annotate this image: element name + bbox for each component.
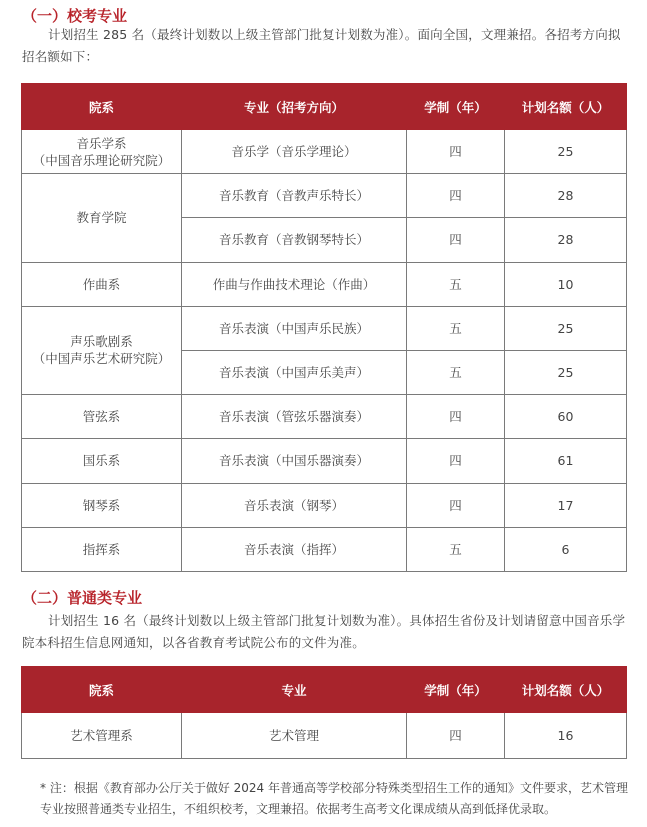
dept-name-line: 钢琴系 (82, 497, 121, 513)
major-cell: 艺术管理 (182, 713, 407, 759)
major-cell: 音乐表演（中国乐器演奏） (182, 439, 407, 483)
dept-name-line: 音乐学系 (76, 135, 127, 151)
major-cell: 音乐教育（音教钢琴特长） (182, 218, 407, 262)
dept-cell (22, 483, 182, 527)
section2-title: （二）普通类专业 (22, 589, 143, 607)
major-cell: 音乐学（音乐学理论） (182, 130, 407, 174)
table-row (22, 262, 627, 306)
major-cell: 作曲与作曲技术理论（作曲） (182, 262, 407, 306)
table-header-row (22, 84, 627, 130)
years-cell: 五 (407, 306, 505, 350)
years-cell: 五 (407, 350, 505, 394)
table-row (22, 174, 627, 218)
major-cell: 音乐表演（钢琴） (182, 483, 407, 527)
dept-name-line: （中国声乐艺术研究院） (32, 351, 171, 367)
major-cell: 音乐教育（音教声乐特长） (182, 174, 407, 218)
table-row (22, 130, 627, 174)
dept-name-line: 指挥系 (82, 541, 121, 557)
table-header-row (22, 667, 627, 713)
quota-cell: 17 (505, 483, 627, 527)
dept-name-line: 声乐歌剧系 (70, 334, 133, 350)
dept-cell (22, 130, 182, 174)
general-major-table (21, 666, 627, 759)
quota-cell: 16 (505, 713, 627, 759)
years-cell: 四 (407, 218, 505, 262)
table-row (22, 395, 627, 439)
dept-name-line: （中国音乐理论研究院） (32, 152, 171, 168)
table-row (22, 483, 627, 527)
quota-cell: 10 (505, 262, 627, 306)
major-cell: 音乐表演（指挥） (182, 527, 407, 571)
dept-name-line: 管弦系 (82, 409, 121, 425)
years-cell: 四 (407, 395, 505, 439)
col-header-quota: 计划名额（人） (505, 667, 627, 713)
dept-cell (22, 527, 182, 571)
quota-cell: 25 (505, 350, 627, 394)
years-cell: 四 (407, 483, 505, 527)
years-cell: 五 (407, 527, 505, 571)
quota-cell: 60 (505, 395, 627, 439)
dept-cell (22, 439, 182, 483)
col-header-dept: 院系 (22, 667, 182, 713)
col-header-years: 学制（年） (407, 667, 505, 713)
quota-cell: 25 (505, 130, 627, 174)
dept-cell (22, 306, 182, 394)
table-row (22, 527, 627, 571)
years-cell: 四 (407, 713, 505, 759)
dept-cell (22, 262, 182, 306)
major-cell: 音乐表演（中国声乐美声） (182, 350, 407, 394)
section1-title: （一）校考专业 (22, 7, 128, 25)
table-row (22, 306, 627, 350)
quota-cell: 6 (505, 527, 627, 571)
years-cell: 四 (407, 439, 505, 483)
dept-cell (22, 713, 182, 759)
col-header-dept: 院系 (22, 84, 182, 130)
col-header-major: 专业（招考方向） (182, 84, 407, 130)
dept-cell (22, 395, 182, 439)
table-row (22, 439, 627, 483)
table-row (22, 713, 627, 759)
years-cell: 四 (407, 174, 505, 218)
major-cell: 音乐表演（管弦乐器演奏） (182, 395, 407, 439)
quota-cell: 28 (505, 174, 627, 218)
dept-name-line: 教育学院 (76, 210, 127, 226)
footnote: * 注：根据《教育部办公厅关于做好 2024 年普通高等学校部分特殊类型招生工作的通知》文件要求，艺术管理专业按照普通类专业招生，不组织校考，文理兼招。依据考生高考文化课成绩从高到低择优录取。 (40, 781, 628, 816)
dept-name-line: 艺术管理系 (70, 728, 133, 743)
years-cell: 五 (407, 262, 505, 306)
school-exam-table (21, 83, 627, 572)
dept-name-line: 作曲系 (82, 276, 121, 292)
quota-cell: 25 (505, 306, 627, 350)
col-header-quota: 计划名额（人） (505, 84, 627, 130)
dept-cell (22, 174, 182, 262)
quota-cell: 28 (505, 218, 627, 262)
col-header-years: 学制（年） (407, 84, 505, 130)
years-cell: 四 (407, 130, 505, 174)
major-cell: 音乐表演（中国声乐民族） (182, 306, 407, 350)
dept-name-line: 国乐系 (82, 453, 121, 469)
col-header-major: 专业 (182, 667, 407, 713)
section2-intro: 计划招生 16 名（最终计划数以上级主管部门批复计划数为准）。具体招生省份及计划请留意中国音乐学院本科招生信息网通知，以各省教育考试院公布的文件为准。 (22, 613, 626, 650)
section1-intro: 计划招生 285 名（最终计划数以上级主管部门批复计划数为准）。面向全国，文理兼招。各招考方向拟招名额如下： (22, 27, 621, 64)
quota-cell: 61 (505, 439, 627, 483)
